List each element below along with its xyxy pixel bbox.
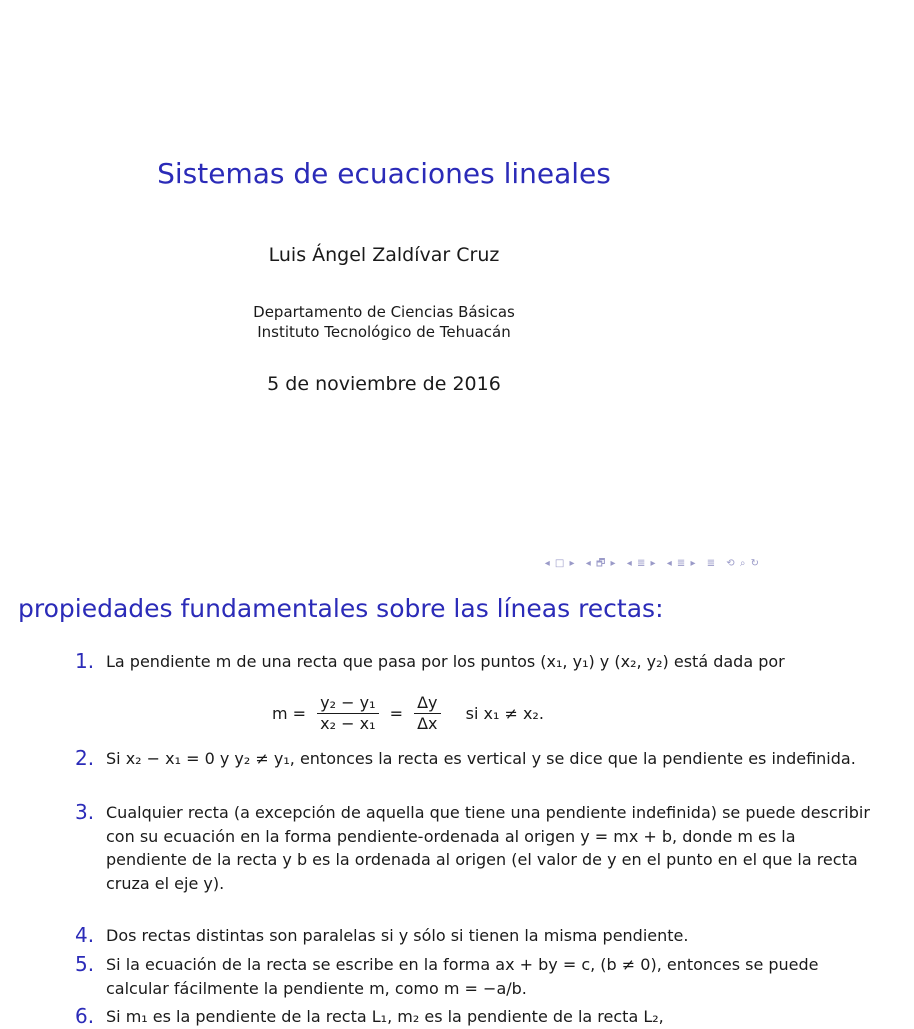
affiliation bbox=[0, 302, 768, 342]
item-text: Dos rectas distintas son paralelas si y sólo si tienen la misma pendiente. bbox=[106, 926, 689, 945]
nav-subsection-list-icon[interactable]: ◂ ≣ ▸ bbox=[666, 558, 697, 569]
item-number: 2. bbox=[75, 746, 95, 770]
item-text: Si x₂ − x₁ = 0 y y₂ ≠ y₁, entonces la recta es vertical y se dice que la pendiente es indefinida. bbox=[106, 749, 856, 768]
title-slide bbox=[0, 0, 768, 576]
formula-equals: = bbox=[389, 703, 404, 723]
slide-heading: propiedades fundamentales sobre las líneas rectas: bbox=[18, 594, 664, 623]
fraction-slope bbox=[317, 693, 378, 734]
fraction-denominator: x₂ − x₁ bbox=[320, 714, 376, 733]
author-name: Luis Ángel Zaldívar Cruz bbox=[268, 244, 500, 266]
item-number: 3. bbox=[75, 800, 95, 824]
slope-formula bbox=[272, 693, 544, 734]
item-number: 1. bbox=[75, 649, 95, 673]
list-item bbox=[0, 924, 914, 948]
item-number: 4. bbox=[75, 923, 95, 947]
nav-search-icon[interactable]: ⟲ ⌕ ↻ bbox=[726, 558, 760, 569]
item-text: Cualquier recta (a excepción de aquella que tiene una pendiente indefinida) se puede describir con su ecuación en la forma pendiente-ordenada al origen y = mx + b, donde m es la pendiente de la recta y b es la ordenada al origen (el valor de y en el punto en el que la recta cruza el eje y). bbox=[106, 803, 870, 893]
presentation-title: Sistemas de ecuaciones lineales bbox=[157, 157, 611, 190]
formula-condition: si x₁ ≠ x₂. bbox=[465, 703, 544, 723]
nav-frame-icon[interactable]: ◂ □ ▸ bbox=[544, 558, 576, 569]
fraction-delta bbox=[414, 693, 440, 734]
nav-subsection-icon[interactable]: ◂ 🗗 ▸ bbox=[585, 558, 617, 569]
department-name: Departamento de Ciencias Básicas bbox=[253, 303, 515, 321]
item-text: Si m₁ es la pendiente de la recta L₁, m₂ es la pendiente de la recta L₂, bbox=[106, 1007, 664, 1026]
fraction-numerator: y₂ − y₁ bbox=[317, 693, 378, 714]
item-number: 5. bbox=[75, 952, 95, 976]
list-item bbox=[0, 1005, 914, 1029]
fraction-denominator: Δx bbox=[417, 714, 438, 733]
institute-name: Instituto Tecnológico de Tehuacán bbox=[257, 323, 511, 341]
nav-toc-icon[interactable]: ≣ bbox=[706, 558, 717, 569]
nav-section-icon[interactable]: ◂ ≣ ▸ bbox=[626, 558, 657, 569]
formula-lhs: m = bbox=[272, 703, 307, 723]
item-text: La pendiente m de una recta que pasa por los puntos (x₁, y₁) y (x₂, y₂) está dada por bbox=[106, 652, 785, 671]
item-number: 6. bbox=[75, 1004, 95, 1028]
list-item bbox=[0, 801, 914, 895]
fraction-numerator: Δy bbox=[414, 693, 440, 714]
presentation-date: 5 de noviembre de 2016 bbox=[267, 373, 501, 395]
list-item bbox=[0, 953, 914, 1000]
beamer-navigation bbox=[539, 556, 760, 573]
item-text: Si la ecuación de la recta se escribe en la forma ax + by = c, (b ≠ 0), entonces se puede calcular fácilmente la pendiente m, como m = −a/b. bbox=[106, 955, 819, 998]
list-item bbox=[0, 747, 914, 771]
